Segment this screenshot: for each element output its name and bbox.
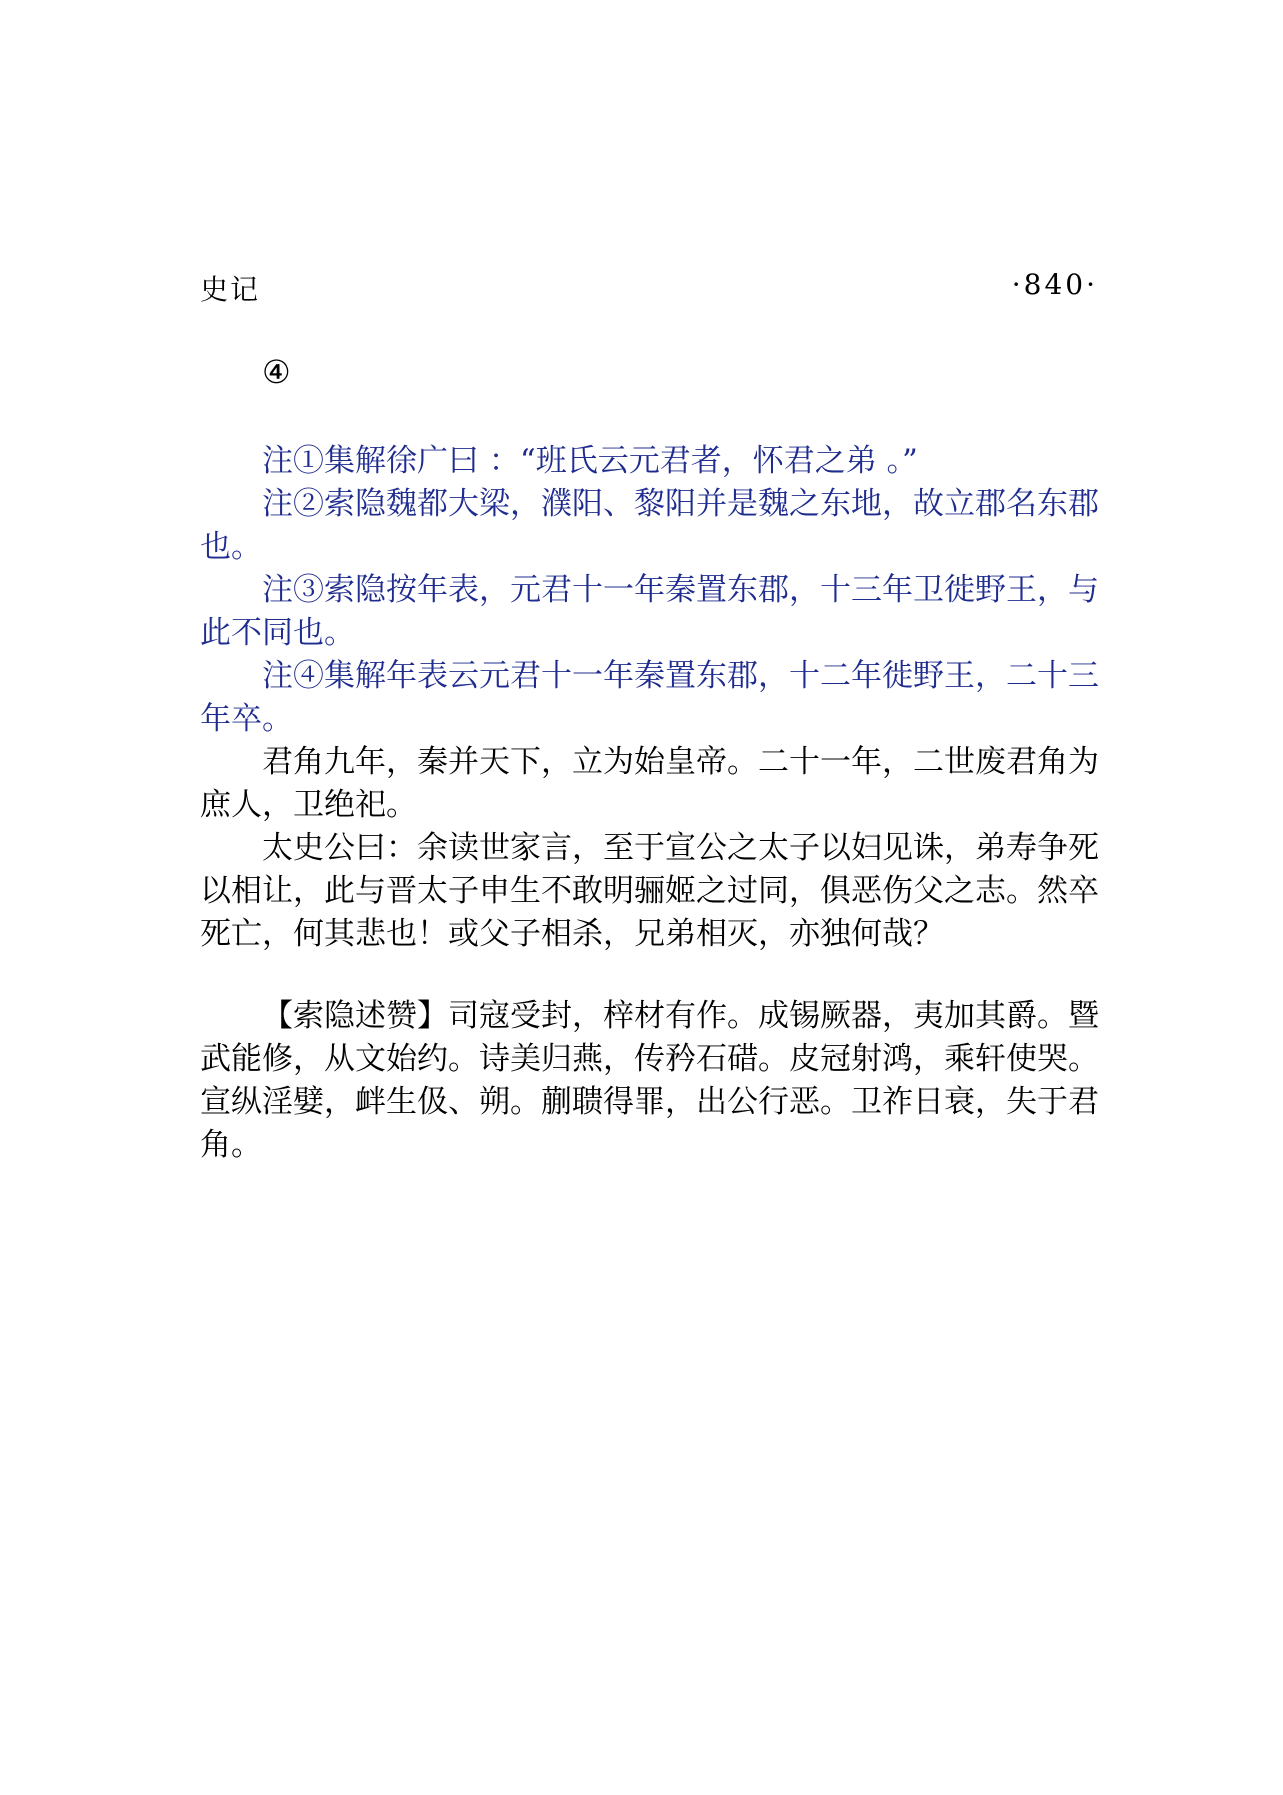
note-1: 注①集解徐广曰 ：“班氏云元君者，怀君之弟 。” <box>262 443 918 479</box>
page-number: ·840· <box>1011 268 1098 301</box>
note-3: 注③索隐按年表，元君十一年秦置东郡，十三年卫徙野王，与此不同也。 <box>200 572 1099 651</box>
main-text <box>200 440 1110 956</box>
page-header <box>200 268 1098 308</box>
suoyin-zan-paragraph: 【索隐述赞】司寇受封，梓材有作。成锡厥器，夷加其爵。暨武能修，从文始约。诗美归燕，传矜石碏。皮冠射鸿，乘轩使哭。宣纵淫嬖，衅生伋、朔。蒯聩得罪，出公行恶。卫祚日衰，失于君角。 <box>200 998 1099 1163</box>
book-title: 史记 <box>200 273 261 306</box>
note-4: 注④集解年表云元君十一年秦置东郡，十二年徙野王，二十三年卒。 <box>200 658 1099 737</box>
note-2: 注②索隐魏都大梁，濮阳、黎阳并是魏之东地，故立郡名东郡也。 <box>200 486 1099 565</box>
footnote-marker: ④ <box>262 353 291 391</box>
paragraph-taishigong: 太史公曰：余读世家言，至于宣公之太子以妇见诛，弟寿争死以相让，此与晋太子申生不敢明骊姬之过同，俱恶伤父之志。然卒死亡，何其悲也！或父子相杀，兄弟相灭，亦独何哉？ <box>200 830 1099 952</box>
paragraph-junjiao: 君角九年，秦并天下，立为始皇帝。二十一年，二世废君角为庶人，卫绝祀。 <box>200 744 1099 823</box>
